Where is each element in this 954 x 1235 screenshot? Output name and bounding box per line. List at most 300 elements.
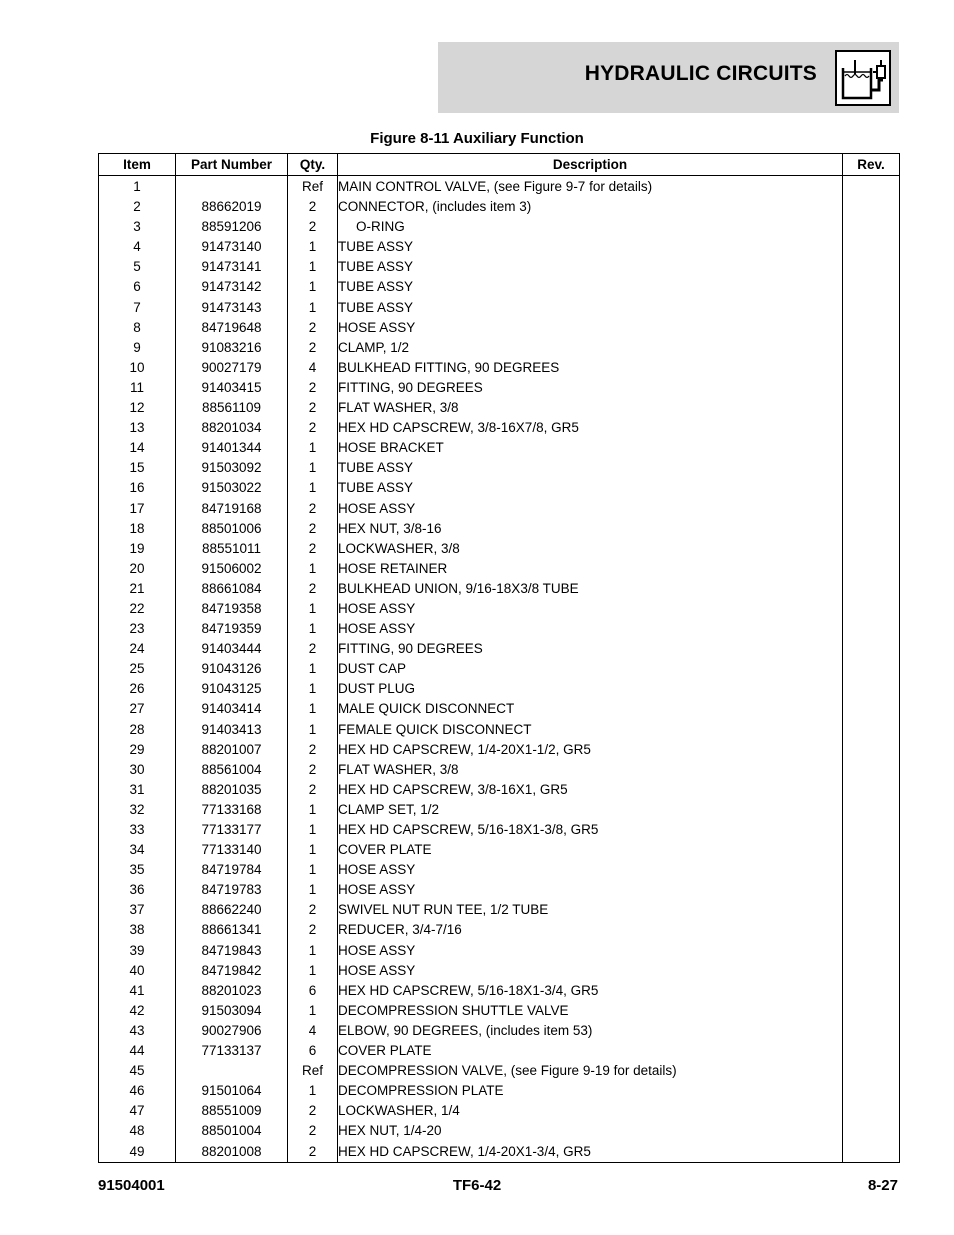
description-cell: TUBE ASSY (338, 257, 843, 277)
description-cell: HOSE ASSY (338, 619, 843, 639)
rev-cell (843, 539, 900, 559)
qty-cell: 2 (288, 1101, 338, 1121)
description-cell: FLAT WASHER, 3/8 (338, 398, 843, 418)
rev-cell (843, 900, 900, 920)
description-cell: BULKHEAD UNION, 9/16-18X3/8 TUBE (338, 579, 843, 599)
item-cell: 8 (99, 318, 176, 338)
column-header-rev: Rev. (843, 154, 900, 176)
table-row (99, 378, 900, 398)
qty-cell: 2 (288, 579, 338, 599)
rev-cell (843, 277, 900, 297)
part-number-cell: 91503092 (176, 458, 288, 478)
qty-cell: 1 (288, 679, 338, 699)
item-cell: 35 (99, 860, 176, 880)
item-cell: 34 (99, 840, 176, 860)
description-cell: REDUCER, 3/4-7/16 (338, 920, 843, 940)
rev-cell (843, 1142, 900, 1163)
qty-cell: 1 (288, 619, 338, 639)
description-cell: BULKHEAD FITTING, 90 DEGREES (338, 358, 843, 378)
rev-cell (843, 699, 900, 719)
description-cell: HOSE ASSY (338, 599, 843, 619)
item-cell: 36 (99, 880, 176, 900)
part-number-cell: 77133168 (176, 800, 288, 820)
item-cell: 25 (99, 659, 176, 679)
table-row (99, 277, 900, 297)
part-number-cell: 88662240 (176, 900, 288, 920)
part-number-cell: 88561004 (176, 760, 288, 780)
table-row (99, 880, 900, 900)
item-cell: 47 (99, 1101, 176, 1121)
item-cell: 39 (99, 941, 176, 961)
table-row (99, 398, 900, 418)
rev-cell (843, 1081, 900, 1101)
part-number-cell: 91083216 (176, 338, 288, 358)
section-title: HYDRAULIC CIRCUITS (584, 62, 817, 85)
description-cell: HOSE ASSY (338, 499, 843, 519)
qty-cell: 1 (288, 1081, 338, 1101)
table-row (99, 1081, 900, 1101)
table-row (99, 941, 900, 961)
description-cell: ELBOW, 90 DEGREES, (includes item 53) (338, 1021, 843, 1041)
table-row (99, 1021, 900, 1041)
description-cell: LOCKWASHER, 3/8 (338, 539, 843, 559)
table-row (99, 840, 900, 860)
description-cell: HEX NUT, 1/4-20 (338, 1121, 843, 1141)
item-cell: 3 (99, 217, 176, 237)
description-cell: DUST PLUG (338, 679, 843, 699)
part-number-cell: 91506002 (176, 559, 288, 579)
rev-cell (843, 760, 900, 780)
table-row (99, 679, 900, 699)
item-cell: 4 (99, 237, 176, 257)
rev-cell (843, 478, 900, 498)
item-cell: 32 (99, 800, 176, 820)
rev-cell (843, 780, 900, 800)
description-cell: HOSE BRACKET (338, 438, 843, 458)
item-cell: 14 (99, 438, 176, 458)
qty-cell: 1 (288, 699, 338, 719)
description-cell: TUBE ASSY (338, 458, 843, 478)
item-cell: 33 (99, 820, 176, 840)
rev-cell (843, 418, 900, 438)
item-cell: 22 (99, 599, 176, 619)
qty-cell: 2 (288, 318, 338, 338)
rev-cell (843, 499, 900, 519)
table-row (99, 338, 900, 358)
qty-cell: Ref (288, 1061, 338, 1081)
rev-cell (843, 941, 900, 961)
description-cell: FITTING, 90 DEGREES (338, 639, 843, 659)
table-row (99, 639, 900, 659)
rev-cell (843, 1041, 900, 1061)
part-number-cell: 88201007 (176, 740, 288, 760)
description-cell: DECOMPRESSION SHUTTLE VALVE (338, 1001, 843, 1021)
figure-title: Figure 8-11 Auxiliary Function (370, 130, 584, 147)
item-cell: 43 (99, 1021, 176, 1041)
rev-cell (843, 519, 900, 539)
footer-model-code: TF6-42 (452, 1177, 502, 1194)
qty-cell: 2 (288, 217, 338, 237)
table-row (99, 499, 900, 519)
rev-cell (843, 961, 900, 981)
qty-cell: 2 (288, 378, 338, 398)
description-cell: DECOMPRESSION PLATE (338, 1081, 843, 1101)
table-row (99, 860, 900, 880)
part-number-cell: 84719842 (176, 961, 288, 981)
part-number-cell: 88661341 (176, 920, 288, 940)
table-row (99, 478, 900, 498)
rev-cell (843, 720, 900, 740)
qty-cell: 1 (288, 599, 338, 619)
column-header-part-number: Part Number (176, 154, 288, 176)
part-number-cell: 88661084 (176, 579, 288, 599)
qty-cell: 2 (288, 900, 338, 920)
qty-cell: 1 (288, 659, 338, 679)
footer-page-number: 8-27 (867, 1177, 898, 1194)
table-row (99, 579, 900, 599)
rev-cell (843, 679, 900, 699)
table-row (99, 619, 900, 639)
part-number-cell: 84719168 (176, 499, 288, 519)
rev-cell (843, 579, 900, 599)
qty-cell: 1 (288, 961, 338, 981)
description-cell: MAIN CONTROL VALVE, (see Figure 9-7 for details) (338, 176, 843, 198)
qty-cell: 2 (288, 740, 338, 760)
part-number-cell: 84719359 (176, 619, 288, 639)
qty-cell: 1 (288, 820, 338, 840)
qty-cell: 1 (288, 277, 338, 297)
table-row (99, 659, 900, 679)
rev-cell (843, 920, 900, 940)
description-cell: FEMALE QUICK DISCONNECT (338, 720, 843, 740)
rev-cell (843, 257, 900, 277)
qty-cell: 2 (288, 519, 338, 539)
qty-cell: 2 (288, 418, 338, 438)
rev-cell (843, 981, 900, 1001)
qty-cell: 2 (288, 1121, 338, 1141)
description-cell: HEX HD CAPSCREW, 1/4-20X1-3/4, GR5 (338, 1142, 843, 1163)
rev-cell (843, 378, 900, 398)
part-number-cell: 91043126 (176, 659, 288, 679)
item-cell: 42 (99, 1001, 176, 1021)
item-cell: 29 (99, 740, 176, 760)
description-cell: CLAMP, 1/2 (338, 338, 843, 358)
part-number-cell: 88561109 (176, 398, 288, 418)
part-number-cell: 84719358 (176, 599, 288, 619)
part-number-cell: 91043125 (176, 679, 288, 699)
part-number-cell: 88201023 (176, 981, 288, 1001)
table-row (99, 961, 900, 981)
table-row (99, 458, 900, 478)
table-row (99, 438, 900, 458)
rev-cell (843, 599, 900, 619)
description-cell: DUST CAP (338, 659, 843, 679)
rev-cell (843, 398, 900, 418)
qty-cell: 2 (288, 499, 338, 519)
rev-cell (843, 1021, 900, 1041)
description-cell: CLAMP SET, 1/2 (338, 800, 843, 820)
description-cell: HOSE ASSY (338, 860, 843, 880)
section-header-band (438, 42, 899, 113)
table-row (99, 1121, 900, 1141)
item-cell: 15 (99, 458, 176, 478)
table-row (99, 1101, 900, 1121)
table-row (99, 699, 900, 719)
description-cell: FITTING, 90 DEGREES (338, 378, 843, 398)
qty-cell: 2 (288, 539, 338, 559)
item-cell: 31 (99, 780, 176, 800)
qty-cell: 2 (288, 398, 338, 418)
part-number-cell: 77133177 (176, 820, 288, 840)
table-row (99, 298, 900, 318)
column-header-qty: Qty. (288, 154, 338, 176)
table-row (99, 176, 900, 198)
description-cell: COVER PLATE (338, 840, 843, 860)
table-row (99, 920, 900, 940)
item-cell: 17 (99, 499, 176, 519)
item-cell: 20 (99, 559, 176, 579)
part-number-cell: 91401344 (176, 438, 288, 458)
part-number-cell: 90027179 (176, 358, 288, 378)
rev-cell (843, 237, 900, 257)
part-number-cell: 91473143 (176, 298, 288, 318)
description-cell: COVER PLATE (338, 1041, 843, 1061)
part-number-cell: 88551009 (176, 1101, 288, 1121)
item-cell: 26 (99, 679, 176, 699)
item-cell: 7 (99, 298, 176, 318)
part-number-cell (176, 1061, 288, 1081)
qty-cell: 6 (288, 1041, 338, 1061)
item-cell: 44 (99, 1041, 176, 1061)
qty-cell: 1 (288, 237, 338, 257)
item-cell: 48 (99, 1121, 176, 1141)
part-number-cell: 91473140 (176, 237, 288, 257)
description-cell: O-RING (338, 217, 843, 237)
description-cell: HEX NUT, 3/8-16 (338, 519, 843, 539)
rev-cell (843, 800, 900, 820)
rev-cell (843, 820, 900, 840)
item-cell: 19 (99, 539, 176, 559)
description-cell: HOSE RETAINER (338, 559, 843, 579)
table-row (99, 740, 900, 760)
table-row (99, 217, 900, 237)
table-row (99, 760, 900, 780)
description-cell: HOSE ASSY (338, 961, 843, 981)
rev-cell (843, 1001, 900, 1021)
item-cell: 5 (99, 257, 176, 277)
item-cell: 38 (99, 920, 176, 940)
qty-cell: Ref (288, 176, 338, 198)
table-row (99, 318, 900, 338)
part-number-cell (176, 176, 288, 198)
qty-cell: 2 (288, 1142, 338, 1163)
table-row (99, 720, 900, 740)
rev-cell (843, 1101, 900, 1121)
qty-cell: 1 (288, 860, 338, 880)
rev-cell (843, 358, 900, 378)
footer-document-number: 91504001 (98, 1177, 165, 1194)
part-number-cell: 91503094 (176, 1001, 288, 1021)
rev-cell (843, 1121, 900, 1141)
qty-cell: 1 (288, 880, 338, 900)
qty-cell: 2 (288, 639, 338, 659)
rev-cell (843, 1061, 900, 1081)
parts-table (98, 153, 900, 1163)
description-cell: LOCKWASHER, 1/4 (338, 1101, 843, 1121)
qty-cell: 2 (288, 760, 338, 780)
item-cell: 12 (99, 398, 176, 418)
part-number-cell: 91403415 (176, 378, 288, 398)
rev-cell (843, 639, 900, 659)
description-cell: HOSE ASSY (338, 880, 843, 900)
qty-cell: 1 (288, 298, 338, 318)
item-cell: 37 (99, 900, 176, 920)
item-cell: 41 (99, 981, 176, 1001)
description-cell: DECOMPRESSION VALVE, (see Figure 9-19 for details) (338, 1061, 843, 1081)
part-number-cell: 84719648 (176, 318, 288, 338)
qty-cell: 6 (288, 981, 338, 1001)
description-cell: CONNECTOR, (includes item 3) (338, 197, 843, 217)
column-header-item: Item (99, 154, 176, 176)
qty-cell: 1 (288, 1001, 338, 1021)
rev-cell (843, 298, 900, 318)
rev-cell (843, 559, 900, 579)
part-number-cell: 91501064 (176, 1081, 288, 1101)
qty-cell: 1 (288, 478, 338, 498)
part-number-cell: 88551011 (176, 539, 288, 559)
part-number-cell: 84719843 (176, 941, 288, 961)
table-row (99, 599, 900, 619)
qty-cell: 2 (288, 780, 338, 800)
description-cell: HEX HD CAPSCREW, 3/8-16X7/8, GR5 (338, 418, 843, 438)
rev-cell (843, 659, 900, 679)
item-cell: 11 (99, 378, 176, 398)
part-number-cell: 88501004 (176, 1121, 288, 1141)
part-number-cell: 84719783 (176, 880, 288, 900)
parts-table-body (99, 176, 900, 1163)
qty-cell: 1 (288, 720, 338, 740)
rev-cell (843, 438, 900, 458)
table-row (99, 237, 900, 257)
rev-cell (843, 619, 900, 639)
part-number-cell: 77133137 (176, 1041, 288, 1061)
table-header-row (99, 154, 900, 176)
item-cell: 49 (99, 1142, 176, 1163)
item-cell: 21 (99, 579, 176, 599)
item-cell: 1 (99, 176, 176, 198)
description-cell: HEX HD CAPSCREW, 5/16-18X1-3/4, GR5 (338, 981, 843, 1001)
item-cell: 23 (99, 619, 176, 639)
description-cell: FLAT WASHER, 3/8 (338, 760, 843, 780)
part-number-cell: 88201008 (176, 1142, 288, 1163)
description-cell: SWIVEL NUT RUN TEE, 1/2 TUBE (338, 900, 843, 920)
table-row (99, 197, 900, 217)
part-number-cell: 91473141 (176, 257, 288, 277)
description-cell: HOSE ASSY (338, 318, 843, 338)
part-number-cell: 91403413 (176, 720, 288, 740)
part-number-cell: 88201034 (176, 418, 288, 438)
part-number-cell: 91403414 (176, 699, 288, 719)
table-row (99, 257, 900, 277)
description-cell: HEX HD CAPSCREW, 5/16-18X1-3/8, GR5 (338, 820, 843, 840)
table-row (99, 1061, 900, 1081)
description-cell: TUBE ASSY (338, 478, 843, 498)
item-cell: 2 (99, 197, 176, 217)
item-cell: 28 (99, 720, 176, 740)
description-cell: HEX HD CAPSCREW, 3/8-16X1, GR5 (338, 780, 843, 800)
part-number-cell: 88591206 (176, 217, 288, 237)
rev-cell (843, 318, 900, 338)
qty-cell: 4 (288, 1021, 338, 1041)
qty-cell: 1 (288, 559, 338, 579)
item-cell: 24 (99, 639, 176, 659)
rev-cell (843, 740, 900, 760)
part-number-cell: 91473142 (176, 277, 288, 297)
rev-cell (843, 338, 900, 358)
description-cell: TUBE ASSY (338, 277, 843, 297)
item-cell: 40 (99, 961, 176, 981)
table-row (99, 800, 900, 820)
rev-cell (843, 880, 900, 900)
part-number-cell: 88662019 (176, 197, 288, 217)
rev-cell (843, 840, 900, 860)
qty-cell: 2 (288, 920, 338, 940)
table-row (99, 519, 900, 539)
description-cell: MALE QUICK DISCONNECT (338, 699, 843, 719)
item-cell: 30 (99, 760, 176, 780)
rev-cell (843, 458, 900, 478)
description-cell: TUBE ASSY (338, 298, 843, 318)
part-number-cell: 91403444 (176, 639, 288, 659)
qty-cell: 1 (288, 438, 338, 458)
table-row (99, 539, 900, 559)
table-row (99, 1001, 900, 1021)
item-cell: 10 (99, 358, 176, 378)
hydraulic-reservoir-icon (835, 50, 891, 106)
rev-cell (843, 860, 900, 880)
rev-cell (843, 176, 900, 198)
qty-cell: 1 (288, 840, 338, 860)
item-cell: 13 (99, 418, 176, 438)
qty-cell: 2 (288, 338, 338, 358)
item-cell: 27 (99, 699, 176, 719)
table-row (99, 820, 900, 840)
table-row (99, 559, 900, 579)
table-row (99, 981, 900, 1001)
qty-cell: 1 (288, 800, 338, 820)
table-row (99, 358, 900, 378)
rev-cell (843, 197, 900, 217)
item-cell: 46 (99, 1081, 176, 1101)
rev-cell (843, 217, 900, 237)
part-number-cell: 88501006 (176, 519, 288, 539)
description-cell: HOSE ASSY (338, 941, 843, 961)
item-cell: 16 (99, 478, 176, 498)
table-row (99, 1142, 900, 1163)
part-number-cell: 90027906 (176, 1021, 288, 1041)
description-cell: HEX HD CAPSCREW, 1/4-20X1-1/2, GR5 (338, 740, 843, 760)
table-row (99, 1041, 900, 1061)
qty-cell: 1 (288, 941, 338, 961)
item-cell: 18 (99, 519, 176, 539)
table-row (99, 418, 900, 438)
qty-cell: 4 (288, 358, 338, 378)
item-cell: 6 (99, 277, 176, 297)
table-row (99, 900, 900, 920)
qty-cell: 2 (288, 197, 338, 217)
qty-cell: 1 (288, 257, 338, 277)
item-cell: 9 (99, 338, 176, 358)
